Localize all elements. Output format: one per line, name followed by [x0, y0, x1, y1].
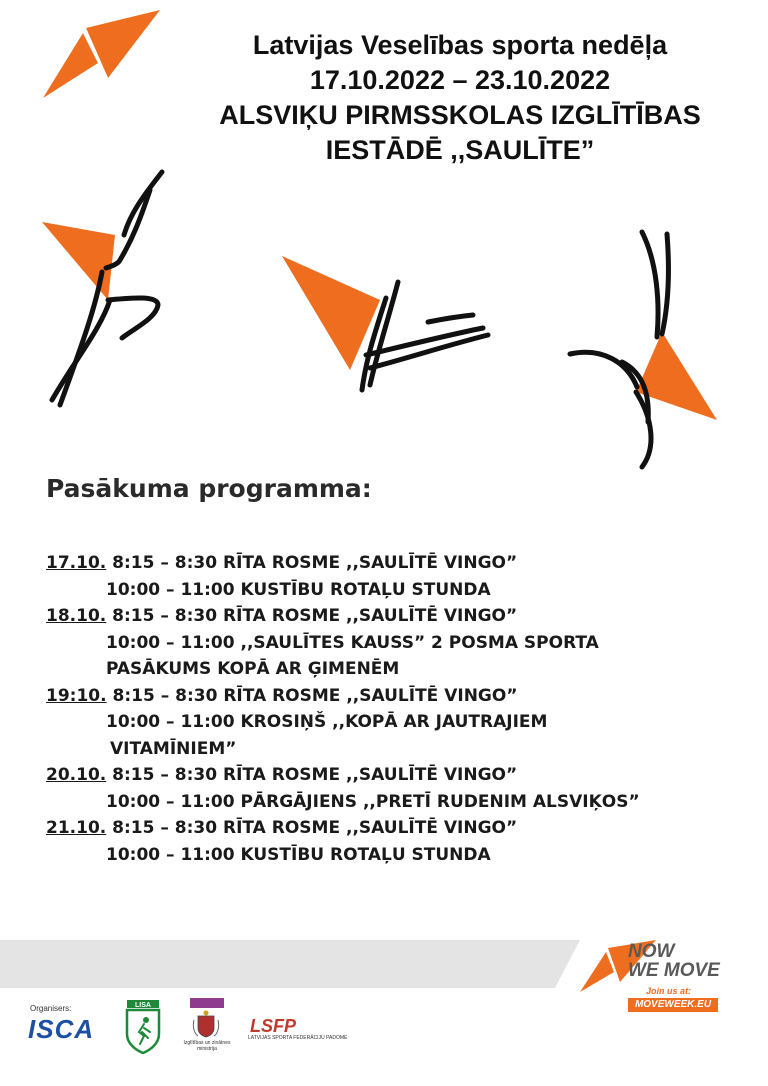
schedule-item: VITAMĪNIEM” — [110, 738, 237, 759]
lisa-shield-icon — [124, 998, 162, 1054]
day-date: 21.10. — [46, 818, 107, 838]
brand-line2: WE MOVE — [628, 960, 720, 981]
schedule-day — [46, 550, 746, 603]
schedule-item: 8:15 – 8:30 RĪTA ROSME ,,SAULĪTĒ VINGO” — [112, 553, 518, 573]
event-title: Latvijas Veselības sporta nedēļa — [252, 30, 668, 60]
day-date: 18.10. — [46, 606, 107, 626]
schedule-item: 10:00 – 11:00 KUSTĪBU ROTAĻU STUNDA — [106, 844, 491, 865]
schedule-day — [46, 815, 746, 868]
schedule-item: 8:15 – 8:30 RĪTA ROSME ,,SAULĪTĒ VINGO” — [112, 818, 518, 838]
program-schedule — [46, 550, 746, 868]
schedule-item: 8:15 – 8:30 RĪTA ROSME ,,SAULĪTĒ VINGO” — [112, 685, 518, 706]
schedule-item: 10:00 – 11:00 KUSTĪBU ROTAĻU STUNDA — [106, 579, 491, 600]
schedule-item: PASĀKUMS KOPĀ AR ĢIMENĒM — [106, 659, 400, 679]
schedule-item: 10:00 – 11:00 PĀRGĀJIENS ,,PRETĪ RUDENIM ALSVIĶOS” — [106, 791, 640, 812]
venue-line1: ALSVIĶU PIRMSSKOLAS IZGLĪTĪBAS — [219, 100, 701, 130]
event-dates: 17.10.2022 – 23.10.2022 — [309, 65, 611, 95]
event-header — [170, 28, 750, 168]
cartwheel-figure-illustration — [562, 222, 722, 472]
svg-text:LISA: LISA — [135, 1002, 151, 1009]
schedule-item: 10:00 – 11:00 ,,SAULĪTES KAUSS” 2 POSMA SPORTA — [106, 632, 599, 653]
ministry-name: Izglītības un zinātnes ministrija — [183, 1040, 231, 1052]
isca-logo: ISCA — [28, 1014, 95, 1044]
venue-line2: IESTĀDĒ ,,SAULĪTE” — [325, 135, 595, 165]
schedule-item: 8:15 – 8:30 RĪTA ROSME ,,SAULĪTĒ VINGO” — [112, 765, 518, 785]
moveweek-link[interactable]: MOVEWEEK.EU — [628, 998, 718, 1012]
lsfp-logo: LSFP — [250, 1016, 297, 1036]
schedule-day — [46, 603, 746, 683]
schedule-item: 10:00 – 11:00 KROSIŅŠ ,,KOPĀ AR JAUTRAJIEM — [106, 712, 548, 732]
brand-logo-mark-icon — [38, 8, 163, 103]
day-date: 17.10. — [46, 553, 107, 573]
running-figure-illustration — [40, 160, 175, 415]
schedule-item: 8:15 – 8:30 RĪTA ROSME ,,SAULĪTĒ VINGO” — [112, 606, 518, 626]
day-date: 20.10. — [46, 765, 107, 785]
join-label: Join us at: — [646, 986, 692, 996]
day-date: 19:10. — [46, 685, 107, 706]
lsfp-subtitle: LATVIJAS SPORTA FEDERĀCIJU PADOME — [248, 1035, 348, 1041]
sliding-figure-illustration — [278, 250, 493, 400]
program-title: Pasākuma programma: — [46, 474, 372, 503]
schedule-day — [46, 762, 746, 815]
brand-line1: NOW — [628, 941, 675, 962]
now-we-move-wordmark — [628, 942, 720, 980]
schedule-day — [46, 683, 746, 763]
organisers-label: Organisers: — [30, 1004, 72, 1013]
